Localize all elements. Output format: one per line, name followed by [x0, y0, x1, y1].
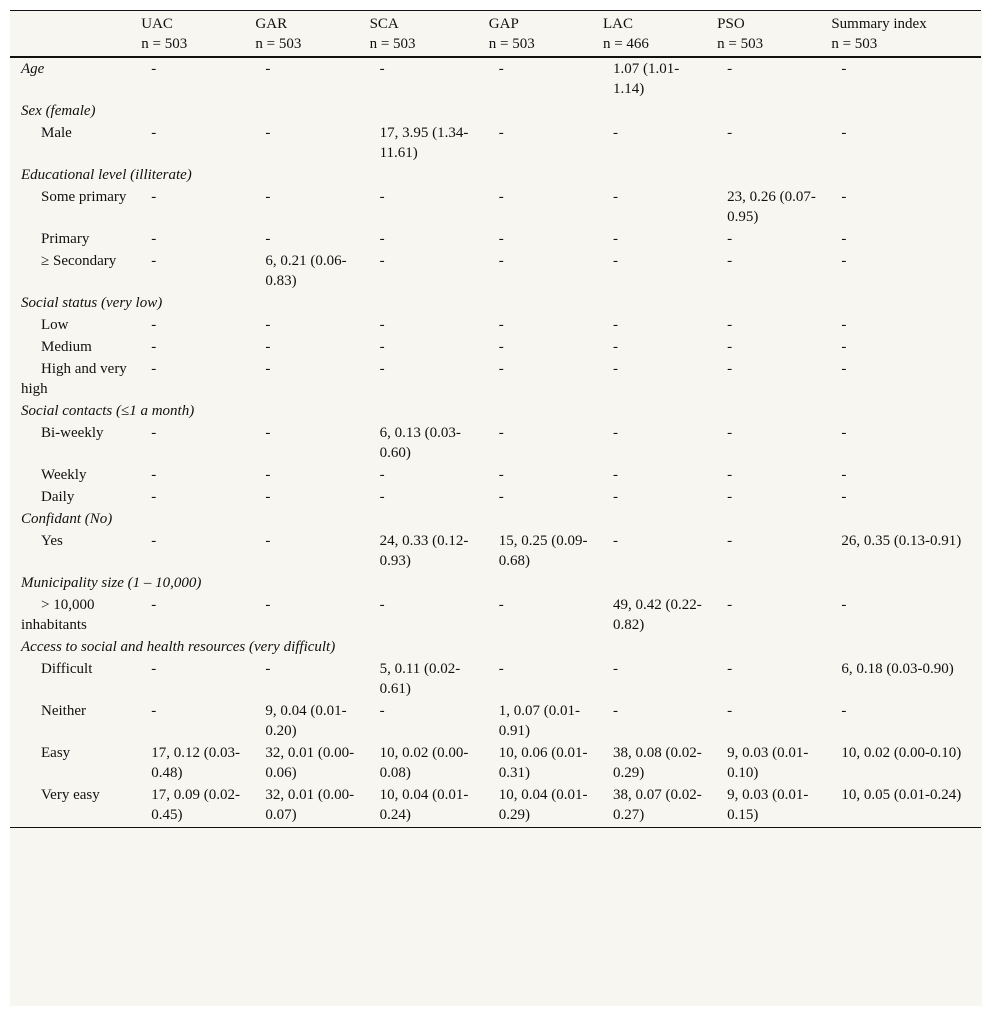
- table-row: [10, 659, 981, 701]
- table-cell: -: [727, 231, 733, 247]
- table-cell: 17, 3.95 (1.34-11.61): [379, 125, 469, 161]
- table-cell: -: [841, 317, 847, 333]
- table-cell: -: [498, 125, 504, 141]
- table-cell: -: [151, 533, 157, 549]
- table-cell: -: [498, 253, 504, 269]
- table-cell: -: [498, 467, 504, 483]
- table-cell: -: [841, 189, 847, 205]
- table-cell: -: [151, 189, 157, 205]
- table-cell: -: [727, 533, 733, 549]
- table-row: [10, 229, 981, 251]
- table-cell: 15, 0.25 (0.09-0.68): [498, 533, 588, 569]
- table-row: [10, 465, 981, 487]
- table-cell: -: [151, 253, 157, 269]
- regression-results-table: [10, 10, 981, 828]
- table-cell: -: [151, 317, 157, 333]
- row-label-cell: [10, 701, 130, 743]
- table-cell: -: [498, 361, 504, 377]
- row-label: Male: [41, 125, 72, 141]
- table-cell: -: [265, 361, 271, 377]
- table-cell: -: [265, 231, 271, 247]
- table-cell: 1, 0.07 (0.01-0.91): [498, 703, 581, 739]
- table-cell: -: [265, 425, 271, 441]
- table-cell: -: [727, 661, 733, 677]
- table-cell: -: [612, 703, 618, 719]
- table-row: [10, 785, 981, 828]
- group-label: Educational level (illiterate): [21, 167, 192, 183]
- row-label-cell: [10, 465, 130, 487]
- table-cell: 10, 0.06 (0.01-0.31): [498, 745, 588, 781]
- group-label: Social status (very low): [21, 295, 163, 311]
- table-cell: -: [841, 125, 847, 141]
- table-cell: -: [265, 467, 271, 483]
- row-label-cell: [10, 123, 130, 165]
- row-label: ≥ Secondary: [41, 253, 117, 269]
- group-header-row: [10, 293, 981, 315]
- table-cell: -: [841, 703, 847, 719]
- group-header-row: [10, 101, 981, 123]
- table-cell: -: [498, 597, 504, 613]
- table-cell: -: [151, 61, 157, 77]
- table-cell: -: [379, 231, 385, 247]
- table-cell: -: [498, 425, 504, 441]
- table-cell: -: [612, 125, 618, 141]
- table-cell: 32, 0.01 (0.00-0.06): [265, 745, 355, 781]
- table-cell: -: [265, 597, 271, 613]
- table-cell: -: [727, 361, 733, 377]
- table-cell: -: [151, 597, 157, 613]
- table-cell: -: [612, 253, 618, 269]
- table-cell: -: [727, 125, 733, 141]
- row-label: High and very high: [21, 361, 127, 397]
- table-cell: 6, 0.18 (0.03-0.90): [841, 661, 954, 677]
- table-cell: -: [727, 467, 733, 483]
- row-label: Age: [21, 61, 45, 77]
- group-label: Confidant (No): [21, 511, 113, 527]
- column-header-summary-index: Summary index: [831, 16, 927, 32]
- column-header-uac: UAC: [141, 16, 173, 32]
- column-n-pso: n = 503: [706, 34, 820, 57]
- table-cell: -: [151, 231, 157, 247]
- table-cell: 9, 0.04 (0.01-0.20): [265, 703, 347, 739]
- column-header-gar: GAR: [255, 16, 288, 32]
- table-cell: -: [841, 339, 847, 355]
- table-cell: -: [612, 189, 618, 205]
- row-label: Primary: [41, 231, 90, 247]
- row-label: > 10,000 inhabitants: [21, 597, 95, 633]
- table-cell: -: [265, 533, 271, 549]
- column-n-gap: n = 503: [478, 34, 592, 57]
- column-n-gar: n = 503: [244, 34, 358, 57]
- table-cell: -: [841, 61, 847, 77]
- table-cell: -: [379, 317, 385, 333]
- table-cell: -: [612, 339, 618, 355]
- table-cell: -: [265, 489, 271, 505]
- table-cell: -: [612, 661, 618, 677]
- row-label-cell: [10, 187, 130, 229]
- table-cell: -: [265, 189, 271, 205]
- table-row: [10, 423, 981, 465]
- table-cell: 23, 0.26 (0.07-0.95): [727, 189, 816, 225]
- row-label-cell: [10, 595, 130, 637]
- table-cell: -: [612, 425, 618, 441]
- table-cell: 32, 0.01 (0.00-0.07): [265, 787, 355, 823]
- header-row-names: [10, 11, 981, 35]
- table-cell: -: [727, 489, 733, 505]
- column-header-sca: SCA: [369, 16, 399, 32]
- group-header-row: [10, 165, 981, 187]
- row-label: Daily: [41, 489, 75, 505]
- group-label: Social contacts (≤1 a month): [21, 403, 195, 419]
- table-cell: -: [151, 703, 157, 719]
- table-cell: 10, 0.02 (0.00-0.08): [379, 745, 469, 781]
- table-cell: -: [265, 661, 271, 677]
- table-cell: -: [841, 597, 847, 613]
- table-cell: 6, 0.13 (0.03-0.60): [379, 425, 461, 461]
- row-label-cell: [10, 359, 130, 401]
- table-row: [10, 123, 981, 165]
- row-label-cell: [10, 659, 130, 701]
- table-cell: 17, 0.12 (0.03-0.48): [151, 745, 240, 781]
- table-row: [10, 187, 981, 229]
- row-label: Weekly: [41, 467, 87, 483]
- row-label-cell: [10, 487, 130, 509]
- table-row: [10, 315, 981, 337]
- table-cell: -: [379, 253, 385, 269]
- table-cell: -: [151, 467, 157, 483]
- row-label-cell: [10, 229, 130, 251]
- table-cell: -: [498, 661, 504, 677]
- table-cell: -: [151, 489, 157, 505]
- table-cell: -: [379, 467, 385, 483]
- row-label: Easy: [41, 745, 71, 761]
- table-cell: 49, 0.42 (0.22-0.82): [612, 597, 702, 633]
- table-cell: -: [612, 361, 618, 377]
- table-cell: -: [727, 339, 733, 355]
- group-header-row: [10, 573, 981, 595]
- row-label-cell: [10, 251, 130, 293]
- row-label-cell: [10, 743, 130, 785]
- table-row: [10, 487, 981, 509]
- row-label: Neither: [41, 703, 86, 719]
- table-cell: -: [379, 61, 385, 77]
- table-cell: -: [498, 339, 504, 355]
- table-body: [10, 57, 981, 828]
- column-header-pso: PSO: [717, 16, 745, 32]
- table-cell: -: [612, 489, 618, 505]
- table-cell: 10, 0.04 (0.01-0.29): [498, 787, 588, 823]
- table-cell: -: [498, 61, 504, 77]
- row-label: Low: [41, 317, 69, 333]
- table-row: [10, 531, 981, 573]
- table-cell: -: [498, 231, 504, 247]
- column-n-uac: n = 503: [130, 34, 244, 57]
- table-cell: -: [151, 339, 157, 355]
- table-cell: -: [612, 533, 618, 549]
- table-cell: -: [498, 489, 504, 505]
- header-corner: [10, 34, 130, 57]
- table-cell: -: [498, 189, 504, 205]
- table-cell: -: [379, 597, 385, 613]
- group-header-row: [10, 509, 981, 531]
- table-cell: 26, 0.35 (0.13-0.91): [841, 533, 962, 549]
- results-table-panel: [10, 10, 982, 1006]
- table-row: [10, 701, 981, 743]
- table-cell: -: [151, 125, 157, 141]
- table-cell: -: [841, 253, 847, 269]
- group-label: Sex (female): [21, 103, 96, 119]
- table-cell: -: [727, 425, 733, 441]
- row-label-cell: [10, 785, 130, 828]
- row-label-cell: [10, 337, 130, 359]
- table-cell: 24, 0.33 (0.12-0.93): [379, 533, 469, 569]
- row-label-cell: [10, 315, 130, 337]
- group-label: Access to social and health resources (very difficult): [21, 639, 336, 655]
- table-cell: -: [498, 317, 504, 333]
- row-label: Difficult: [41, 661, 93, 677]
- table-cell: -: [841, 231, 847, 247]
- table-cell: -: [727, 597, 733, 613]
- table-cell: -: [727, 61, 733, 77]
- table-cell: -: [841, 489, 847, 505]
- group-label: Municipality size (1 – 10,000): [21, 575, 202, 591]
- table-cell: -: [265, 339, 271, 355]
- row-label: Bi-weekly: [41, 425, 104, 441]
- header-row-sample-sizes: [10, 34, 981, 57]
- table-cell: -: [151, 661, 157, 677]
- table-cell: 10, 0.05 (0.01-0.24): [841, 787, 962, 803]
- row-label: Medium: [41, 339, 92, 355]
- table-cell: -: [151, 425, 157, 441]
- group-header-row: [10, 401, 981, 423]
- table-cell: -: [841, 467, 847, 483]
- table-cell: -: [265, 317, 271, 333]
- column-header-lac: LAC: [602, 16, 633, 32]
- table-cell: -: [612, 231, 618, 247]
- table-row: [10, 57, 981, 101]
- row-label-cell: [10, 531, 130, 573]
- table-cell: -: [265, 125, 271, 141]
- table-cell: 17, 0.09 (0.02-0.45): [151, 787, 240, 823]
- table-cell: -: [379, 361, 385, 377]
- table-cell: 9, 0.03 (0.01-0.10): [727, 745, 809, 781]
- table-cell: -: [379, 489, 385, 505]
- table-cell: -: [612, 467, 618, 483]
- table-row: [10, 251, 981, 293]
- table-cell: -: [727, 253, 733, 269]
- table-cell: -: [379, 703, 385, 719]
- table-cell: 9, 0.03 (0.01-0.15): [727, 787, 809, 823]
- table-cell: -: [727, 703, 733, 719]
- column-n-sca: n = 503: [359, 34, 478, 57]
- table-cell: 38, 0.08 (0.02-0.29): [612, 745, 702, 781]
- table-row: [10, 359, 981, 401]
- table-cell: 5, 0.11 (0.02-0.61): [379, 661, 461, 697]
- table-cell: -: [841, 425, 847, 441]
- table-cell: 38, 0.07 (0.02-0.27): [612, 787, 702, 823]
- row-label: Yes: [41, 533, 63, 549]
- table-row: [10, 337, 981, 359]
- table-cell: -: [151, 361, 157, 377]
- table-cell: 10, 0.04 (0.01-0.24): [379, 787, 469, 823]
- column-n-lac: n = 466: [592, 34, 706, 57]
- table-cell: 1.07 (1.01-1.14): [612, 61, 680, 97]
- table-cell: -: [379, 339, 385, 355]
- table-cell: -: [612, 317, 618, 333]
- table-cell: -: [379, 189, 385, 205]
- row-label-cell: [10, 423, 130, 465]
- table-row: [10, 743, 981, 785]
- table-row: [10, 595, 981, 637]
- table-cell: -: [841, 361, 847, 377]
- header-corner: [10, 11, 130, 35]
- row-label: Some primary: [41, 189, 127, 205]
- table-cell: -: [265, 61, 271, 77]
- group-header-row: [10, 637, 981, 659]
- table-header: [10, 11, 981, 58]
- table-cell: 10, 0.02 (0.00-0.10): [841, 745, 962, 761]
- row-label: Very easy: [41, 787, 100, 803]
- table-cell: 6, 0.21 (0.06-0.83): [265, 253, 347, 289]
- column-header-gap: GAP: [488, 16, 519, 32]
- table-cell: -: [727, 317, 733, 333]
- column-n-summary-index: n = 503: [820, 34, 981, 57]
